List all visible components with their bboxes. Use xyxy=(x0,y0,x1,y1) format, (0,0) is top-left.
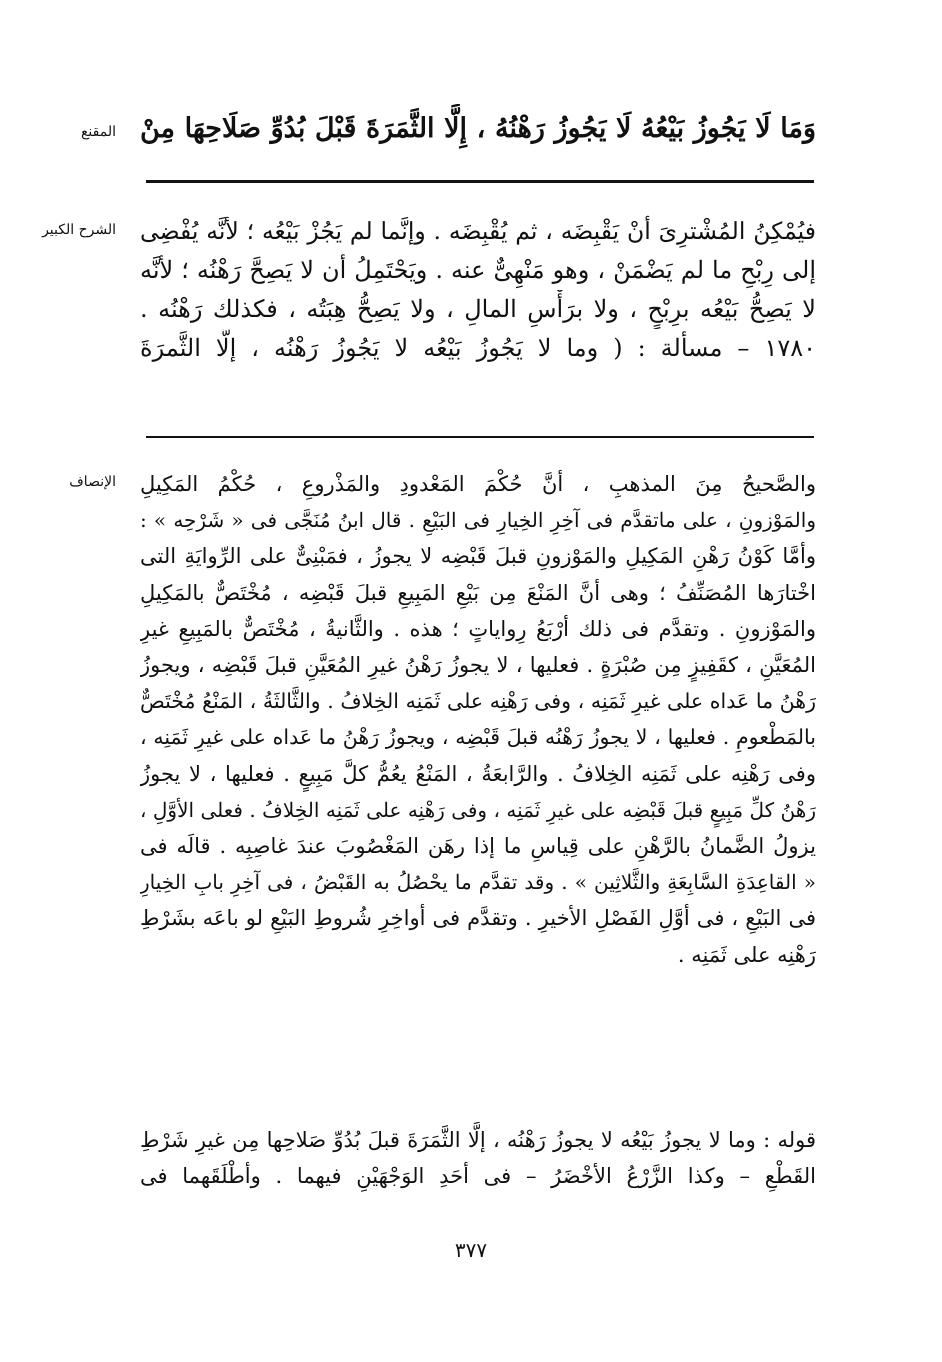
sharh-divider xyxy=(146,436,814,438)
page-number: ٣٧٧ xyxy=(454,1238,488,1262)
insaf-label: الإنصاف xyxy=(69,474,116,490)
insaf-line: فى البَيْعِ ، فى أوَّلِ الفَصْلِ الأخيرِ . وتقدَّم فى أواخِرِ شُروطِ البَيْعِ لو باعَه بشَرْطِ xyxy=(140,906,816,931)
sharh-line: فيُمْكِنُ المُشْترِىَ أنْ يَقْبِضَه ، ثم يُقْبِضَه . وإنَّما لم يَجُزْ بَيْعُه ؛ لأنَّه يُفْضِى xyxy=(140,217,816,245)
insaf-line: وفى رَهْنِه على ثَمَنِه الخِلافُ . والرَّابعَةُ ، المَنْعُ يعُمُّ كلَّ مَبِيعٍ . فعليها ، لا يجوزُ xyxy=(140,761,816,786)
insaf-line: المُعَيَّنِ ، كقَفِيزٍ مِن صُبْرَةٍ . فعليها ، لا يجوزُ رَهْنُ غيرِ المُعَيَّنِ قبلَ قَبْضِه ، ويجوزُ xyxy=(140,653,816,678)
insaf-line: رَهْنُ ما عَداه على غيرِ ثَمَنِه ، وفى رَهْنِه على ثَمَنِه الخِلافُ . والثَّالثَةُ ، المَنْعُ مُخْتَصٌّ xyxy=(140,689,816,714)
sharh-issue-line: ١٧٨٠ – مسألة : ( وما لا يَجُوزُ بَيْعُه لا يَجُوزُ رَهْنُه ، إلَّا الثَّمرَةَ xyxy=(140,334,816,362)
insaf-line: اخْتارَها المُصَنِّفُ ؛ وهى أنَّ المَنْعَ مِن بَيْعِ المَبِيعِ قبلَ قَبْضِه ، مُخْتَصٌّ بالمَكِيلِ xyxy=(140,580,816,605)
insaf-line: والمَوْزونِ ، على ماتقدَّم فى آخِرِ الخِيارِ فى البَيْعِ . قال ابنُ مُنَجَّى فى « شَرْحِه » : xyxy=(140,508,816,533)
insaf-last-line: رَهْنِه على ثَمَنِه . xyxy=(677,942,816,967)
sharh-line: إلى رِبْحِ ما لم يَضْمَنْ ، وهو مَنْهِىٌّ عنه . ويَحْتَمِلُ أن لا يَصِحَّ رَهْنُه ؛ لأنَّه xyxy=(140,256,816,284)
insaf-line: والصَّحيحُ مِنَ المذهبِ ، أنَّ حُكْمَ المَعْدودِ والمَذْروعِ ، حُكْمُ المَكِيلِ xyxy=(140,472,816,496)
insaf-text xyxy=(140,466,816,973)
sharh-line: لا يَصِحُّ بَيْعُه برِبْحٍ ، ولا برَأْسِ المالِ ، ولا يَصِحُّ هِبَتُه ، فكذلك رَهْنُه . xyxy=(140,295,816,323)
insaf-line: وأمَّا كَوْنُ رَهْنِ المَكِيلِ والمَوْزونِ قبلَ قَبْضِه لا يجوزُ ، فمَبْنِىٌّ على الرِّوايَةِ التى xyxy=(140,544,816,569)
insaf-line: يزولُ الضَّمانُ بالرَّهْنِ على قِياسِ ما إذا رهَن المَغْصُوبَ عندَ غاصِبِه . قالَه فى xyxy=(140,834,816,859)
insaf-line: « القاعِدَةِ السَّابِعَةِ والثَّلاثِين » . وقد تقدَّم ما يحْصُلُ به القَبْضُ ، فى آخِرِ بابِ الخِيارِ xyxy=(140,870,816,895)
qawl-text xyxy=(140,1122,816,1194)
sharh-text xyxy=(140,212,816,368)
muqni-text xyxy=(140,104,816,154)
muqni-label: المقنع xyxy=(80,124,116,140)
muqni-divider xyxy=(146,180,814,183)
qawl-line: قوله : وما لا يجوزُ بَيْعُه لا يجوزُ رَهْنُه ، إلَّا الثَّمَرَةَ قبلَ بُدُوِّ صَلاحِها مِن غيرِ شَرْطِ xyxy=(140,1128,816,1152)
insaf-line: رَهْنُ كلِّ مَبِيعٍ قبلَ قَبْضِه على غيرِ ثَمَنِه ، وفى رَهْنِه على ثَمَنِه الخِلافُ . فعلى الأوَّلِ ، xyxy=(140,797,816,822)
qawl-line: القَطْعِ – وكذا الزَّرْعُ الأخْضَرُ – فى أحَدِ الوَجْهَيْنِ فيهما . وأطْلَقَهما فى xyxy=(140,1164,816,1188)
muqni-line: وَمَا لَا يَجُوزُ بَيْعُهُ لَا يَجُوزُ رَهْنُهُ ، إِلَّا الثَّمَرَةَ قَبْلَ بُدُوِّ صَلَاحِهَا مِنْ xyxy=(140,113,816,144)
insaf-line: بالمَطْعومِ . فعليها ، لا يجوزُ رَهْنُه قبلَ قَبْضِه ، ويجوزُ رَهْنُ ما عَداه على غيرِ ثَمَنِه ، xyxy=(140,725,816,750)
insaf-line: والمَوْزونِ . وتقدَّم فى ذلك أرْبَعُ رِواياتٍ ؛ هذه . والثَّانيةُ ، مُخْتَصٌّ بالمَبِيعِ غيرِ xyxy=(140,616,816,641)
sharh-label: الشرح الكبير xyxy=(42,222,116,238)
